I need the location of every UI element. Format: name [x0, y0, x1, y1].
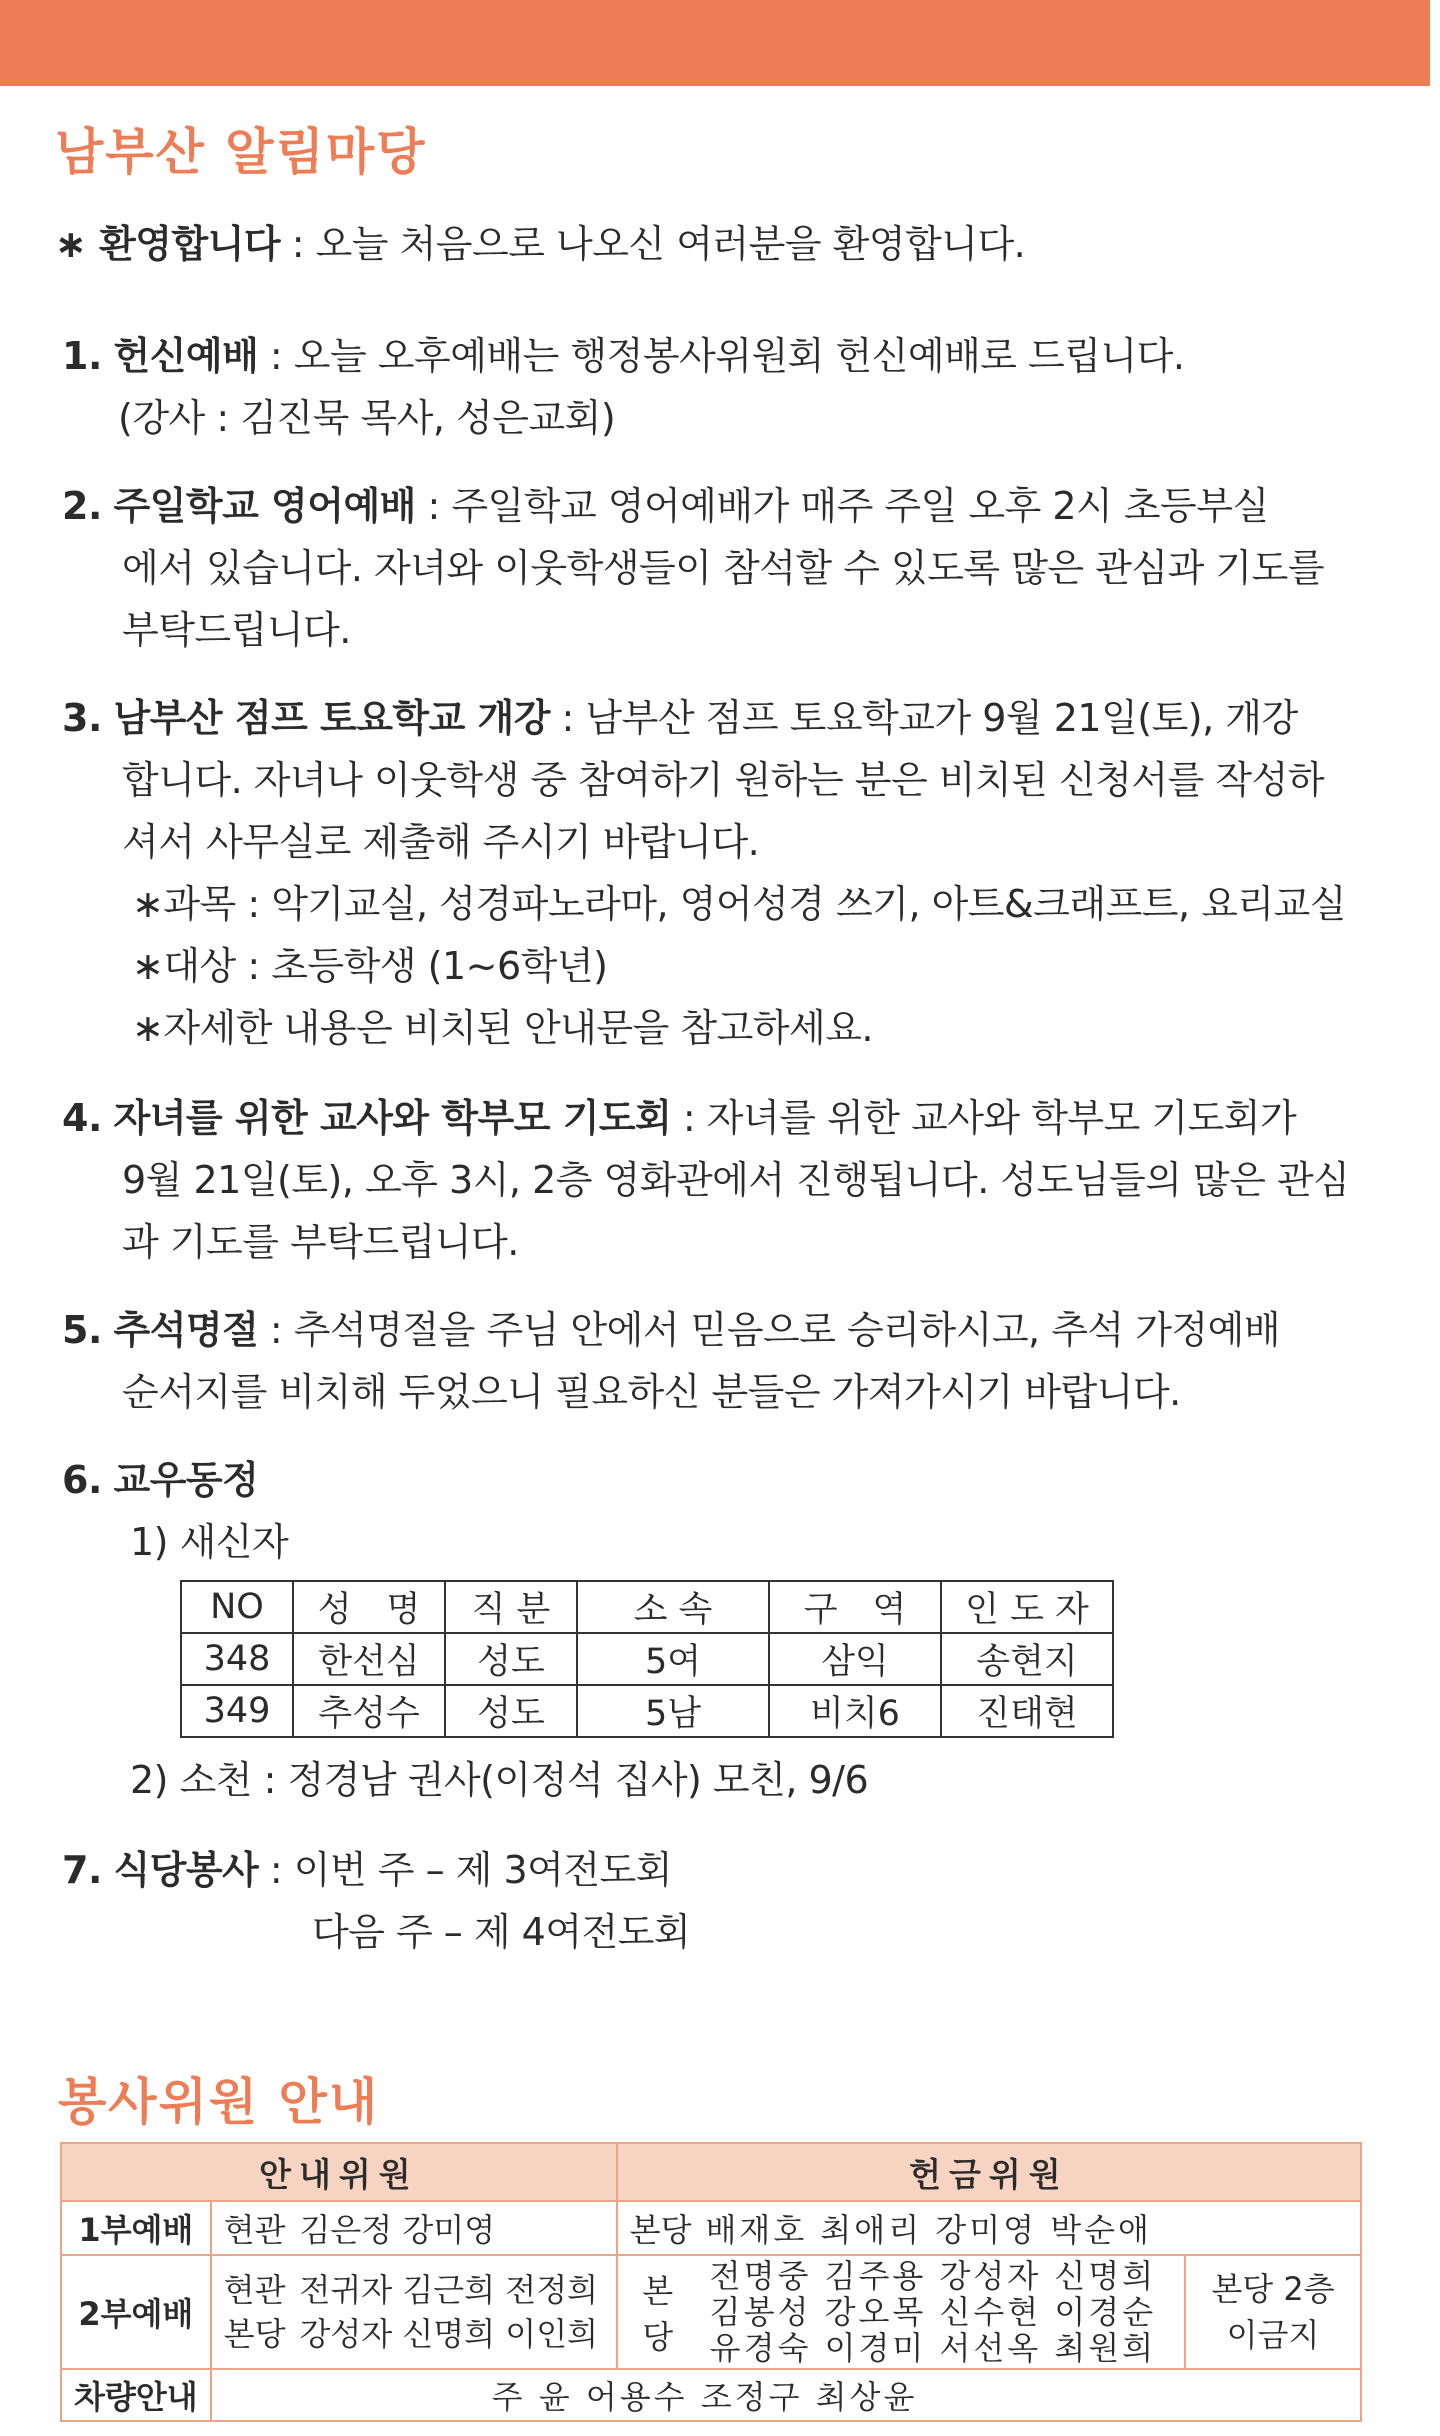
item-3-line-1 — [62, 694, 1298, 742]
table-cell: 349 — [181, 1685, 293, 1737]
table-row — [181, 1633, 1113, 1685]
item-1-line-2: (강사 : 김진묵 목사, 성은교회) — [118, 396, 616, 440]
item-6-number: 6. — [62, 1458, 102, 1502]
volunteers-table — [60, 2142, 1362, 2422]
second-offering-line-1: 전명중 김주용 강성자 신명희 — [709, 2257, 1157, 2295]
item-7-title: 식당봉사 — [113, 1848, 259, 1892]
table-row — [61, 2255, 1361, 2369]
table-cell: 진태현 — [941, 1685, 1113, 1737]
item-3-title: 남부산 점프 토요학교 개강 — [113, 696, 550, 740]
first-guide-cell — [211, 2201, 617, 2255]
item-7-line-1 — [62, 1846, 672, 1894]
table-header-cell: 직 분 — [445, 1581, 577, 1633]
table-header-cell: 구 역 — [769, 1581, 941, 1633]
first-guide-names: 김은정 강미영 — [299, 2211, 496, 2249]
guide-header: 안내위원 — [61, 2143, 617, 2201]
first-service-label: 1부예배 — [61, 2201, 211, 2255]
second-service-label: 2부예배 — [61, 2255, 211, 2369]
item-5-line-2: 순서지를 비치해 두었으니 필요하신 분들은 가져가시기 바랍니다. — [122, 1370, 1181, 1414]
item-2-line-1 — [62, 482, 1269, 530]
table-header-row — [181, 1581, 1113, 1633]
second-guide-line-1 — [224, 2272, 604, 2308]
item-5-text: : 추석명절을 주님 안에서 믿음으로 승리하시고, 추석 가정예배 — [258, 1308, 1281, 1352]
table-cell: 삼익 — [769, 1633, 941, 1685]
table-row — [61, 2369, 1361, 2421]
top-accent-bar — [0, 0, 1430, 86]
item-7-number: 7. — [62, 1848, 102, 1892]
table-row — [181, 1685, 1113, 1737]
welcome-label: ∗ 환영합니다 — [55, 222, 281, 266]
second-guide-cell — [211, 2255, 617, 2369]
second-guide-names-1: 전귀자 김근희 전정희 — [299, 2271, 599, 2309]
second-guide-place-1: 현관 — [223, 2271, 286, 2309]
item-1-line-1 — [62, 332, 1184, 380]
item-5-number: 5. — [62, 1308, 102, 1352]
item-3-text: : 남부산 점프 토요학교가 9월 21일(토), 개강 — [549, 696, 1298, 740]
item-7-text: : 이번 주 – 제 3여전도회 — [258, 1848, 672, 1892]
second-guide-names-2: 강성자 신명희 이인희 — [299, 2315, 599, 2353]
notice-title: 남부산 알림마당 — [55, 123, 427, 181]
vehicle-label: 차량안내 — [61, 2369, 211, 2421]
item-5-title: 추석명절 — [113, 1308, 259, 1352]
item-4-text: : 자녀를 위한 교사와 학부모 기도회가 — [671, 1096, 1297, 1140]
item-1-text: : 오늘 오후예배는 행정봉사위원회 헌신예배로 드립니다. — [258, 334, 1185, 378]
item-1-number: 1. — [62, 334, 102, 378]
item-2-line-2: 에서 있습니다. 자녀와 이웃학생들이 참석할 수 있도록 많은 관심과 기도를 — [122, 546, 1325, 590]
item-3-number: 3. — [62, 696, 102, 740]
first-offering-cell — [617, 2201, 1361, 2255]
table-header-cell: NO — [181, 1581, 293, 1633]
item-4-line-2: 9월 21일(토), 오후 3시, 2층 영화관에서 진행됩니다. 성도님들의 많은 관심 — [122, 1158, 1350, 1202]
second-guide-place-2: 본당 — [223, 2315, 286, 2353]
table-row — [61, 2201, 1361, 2255]
item-4-number: 4. — [62, 1096, 102, 1140]
table-header-row — [61, 2143, 1361, 2201]
second-offering-names — [698, 2255, 1185, 2369]
volunteers-title: 봉사위원 안내 — [58, 2073, 380, 2131]
item-2-line-3: 부탁드립니다. — [122, 608, 351, 652]
first-offering-place: 본당 — [629, 2211, 692, 2249]
first-offering-names: 배재호 최애리 강미영 박순애 — [705, 2211, 1152, 2249]
table-header-cell: 인 도 자 — [941, 1581, 1113, 1633]
item-2-number: 2. — [62, 484, 102, 528]
table-cell: 성도 — [445, 1633, 577, 1685]
newcomers-label: 1) 새신자 — [130, 1520, 289, 1564]
item-6-line-1 — [62, 1456, 258, 1504]
item-3-line-3: 셔서 사무실로 제출해 주시기 바랍니다. — [122, 820, 760, 864]
table-cell: 비치6 — [769, 1685, 941, 1737]
table-cell: 추성수 — [293, 1685, 445, 1737]
table-header-cell: 소 속 — [577, 1581, 769, 1633]
offering-header: 헌금위원 — [617, 2143, 1361, 2201]
table-cell: 송현지 — [941, 1633, 1113, 1685]
table-header-cell: 성 명 — [293, 1581, 445, 1633]
item-5-line-1 — [62, 1306, 1280, 1354]
item-3-subjects: ∗과목 : 악기교실, 성경파노라마, 영어성경 쓰기, 아트&크래프트, 요리교실 — [132, 882, 1346, 926]
first-guide-place: 현관 — [223, 2211, 286, 2249]
second-extra-place: 본당 2층 — [1211, 2270, 1335, 2308]
second-offering-line-2: 김봉성 강오목 신수현 이경순 — [709, 2293, 1157, 2331]
item-3-target: ∗대상 : 초등학생 (1~6학년) — [132, 944, 608, 988]
table-cell: 한선심 — [293, 1633, 445, 1685]
item-1-title: 헌신예배 — [113, 334, 259, 378]
second-offering-place: 본당 — [617, 2255, 698, 2369]
vehicle-names: 주 윤 어용수 조정구 최상윤 — [211, 2369, 1361, 2421]
item-4-line-1 — [62, 1094, 1296, 1142]
welcome-line — [55, 220, 1025, 268]
item-7-line-2: 다음 주 – 제 4여전도회 — [312, 1910, 691, 1954]
item-3-line-2: 합니다. 자녀나 이웃학생 중 참여하기 원하는 분은 비치된 신청서를 작성하 — [122, 758, 1325, 802]
item-2-text: : 주일학교 영어예배가 매주 주일 오후 2시 초등부실 — [415, 484, 1269, 528]
item-4-line-3: 과 기도를 부탁드립니다. — [122, 1220, 519, 1264]
second-extra-cell — [1185, 2255, 1361, 2369]
second-guide-line-2 — [224, 2316, 604, 2352]
passing-notice: 2) 소천 : 정경남 권사(이정석 집사) 모친, 9/6 — [130, 1758, 869, 1802]
item-3-details: ∗자세한 내용은 비치된 안내문을 참고하세요. — [132, 1006, 873, 1050]
item-2-title: 주일학교 영어예배 — [113, 484, 416, 528]
newcomers-table — [180, 1580, 1114, 1738]
table-cell: 5여 — [577, 1633, 769, 1685]
second-extra-name: 이금지 — [1226, 2316, 1320, 2354]
table-cell: 348 — [181, 1633, 293, 1685]
table-cell: 성도 — [445, 1685, 577, 1737]
table-cell: 5남 — [577, 1685, 769, 1737]
second-offering-line-3: 유경숙 이경미 서선옥 최원희 — [709, 2329, 1157, 2367]
welcome-text: : 오늘 처음으로 나오신 여러분을 환영합니다. — [280, 222, 1026, 266]
item-4-title: 자녀를 위한 교사와 학부모 기도회 — [113, 1096, 672, 1140]
item-6-title: 교우동정 — [113, 1458, 259, 1502]
